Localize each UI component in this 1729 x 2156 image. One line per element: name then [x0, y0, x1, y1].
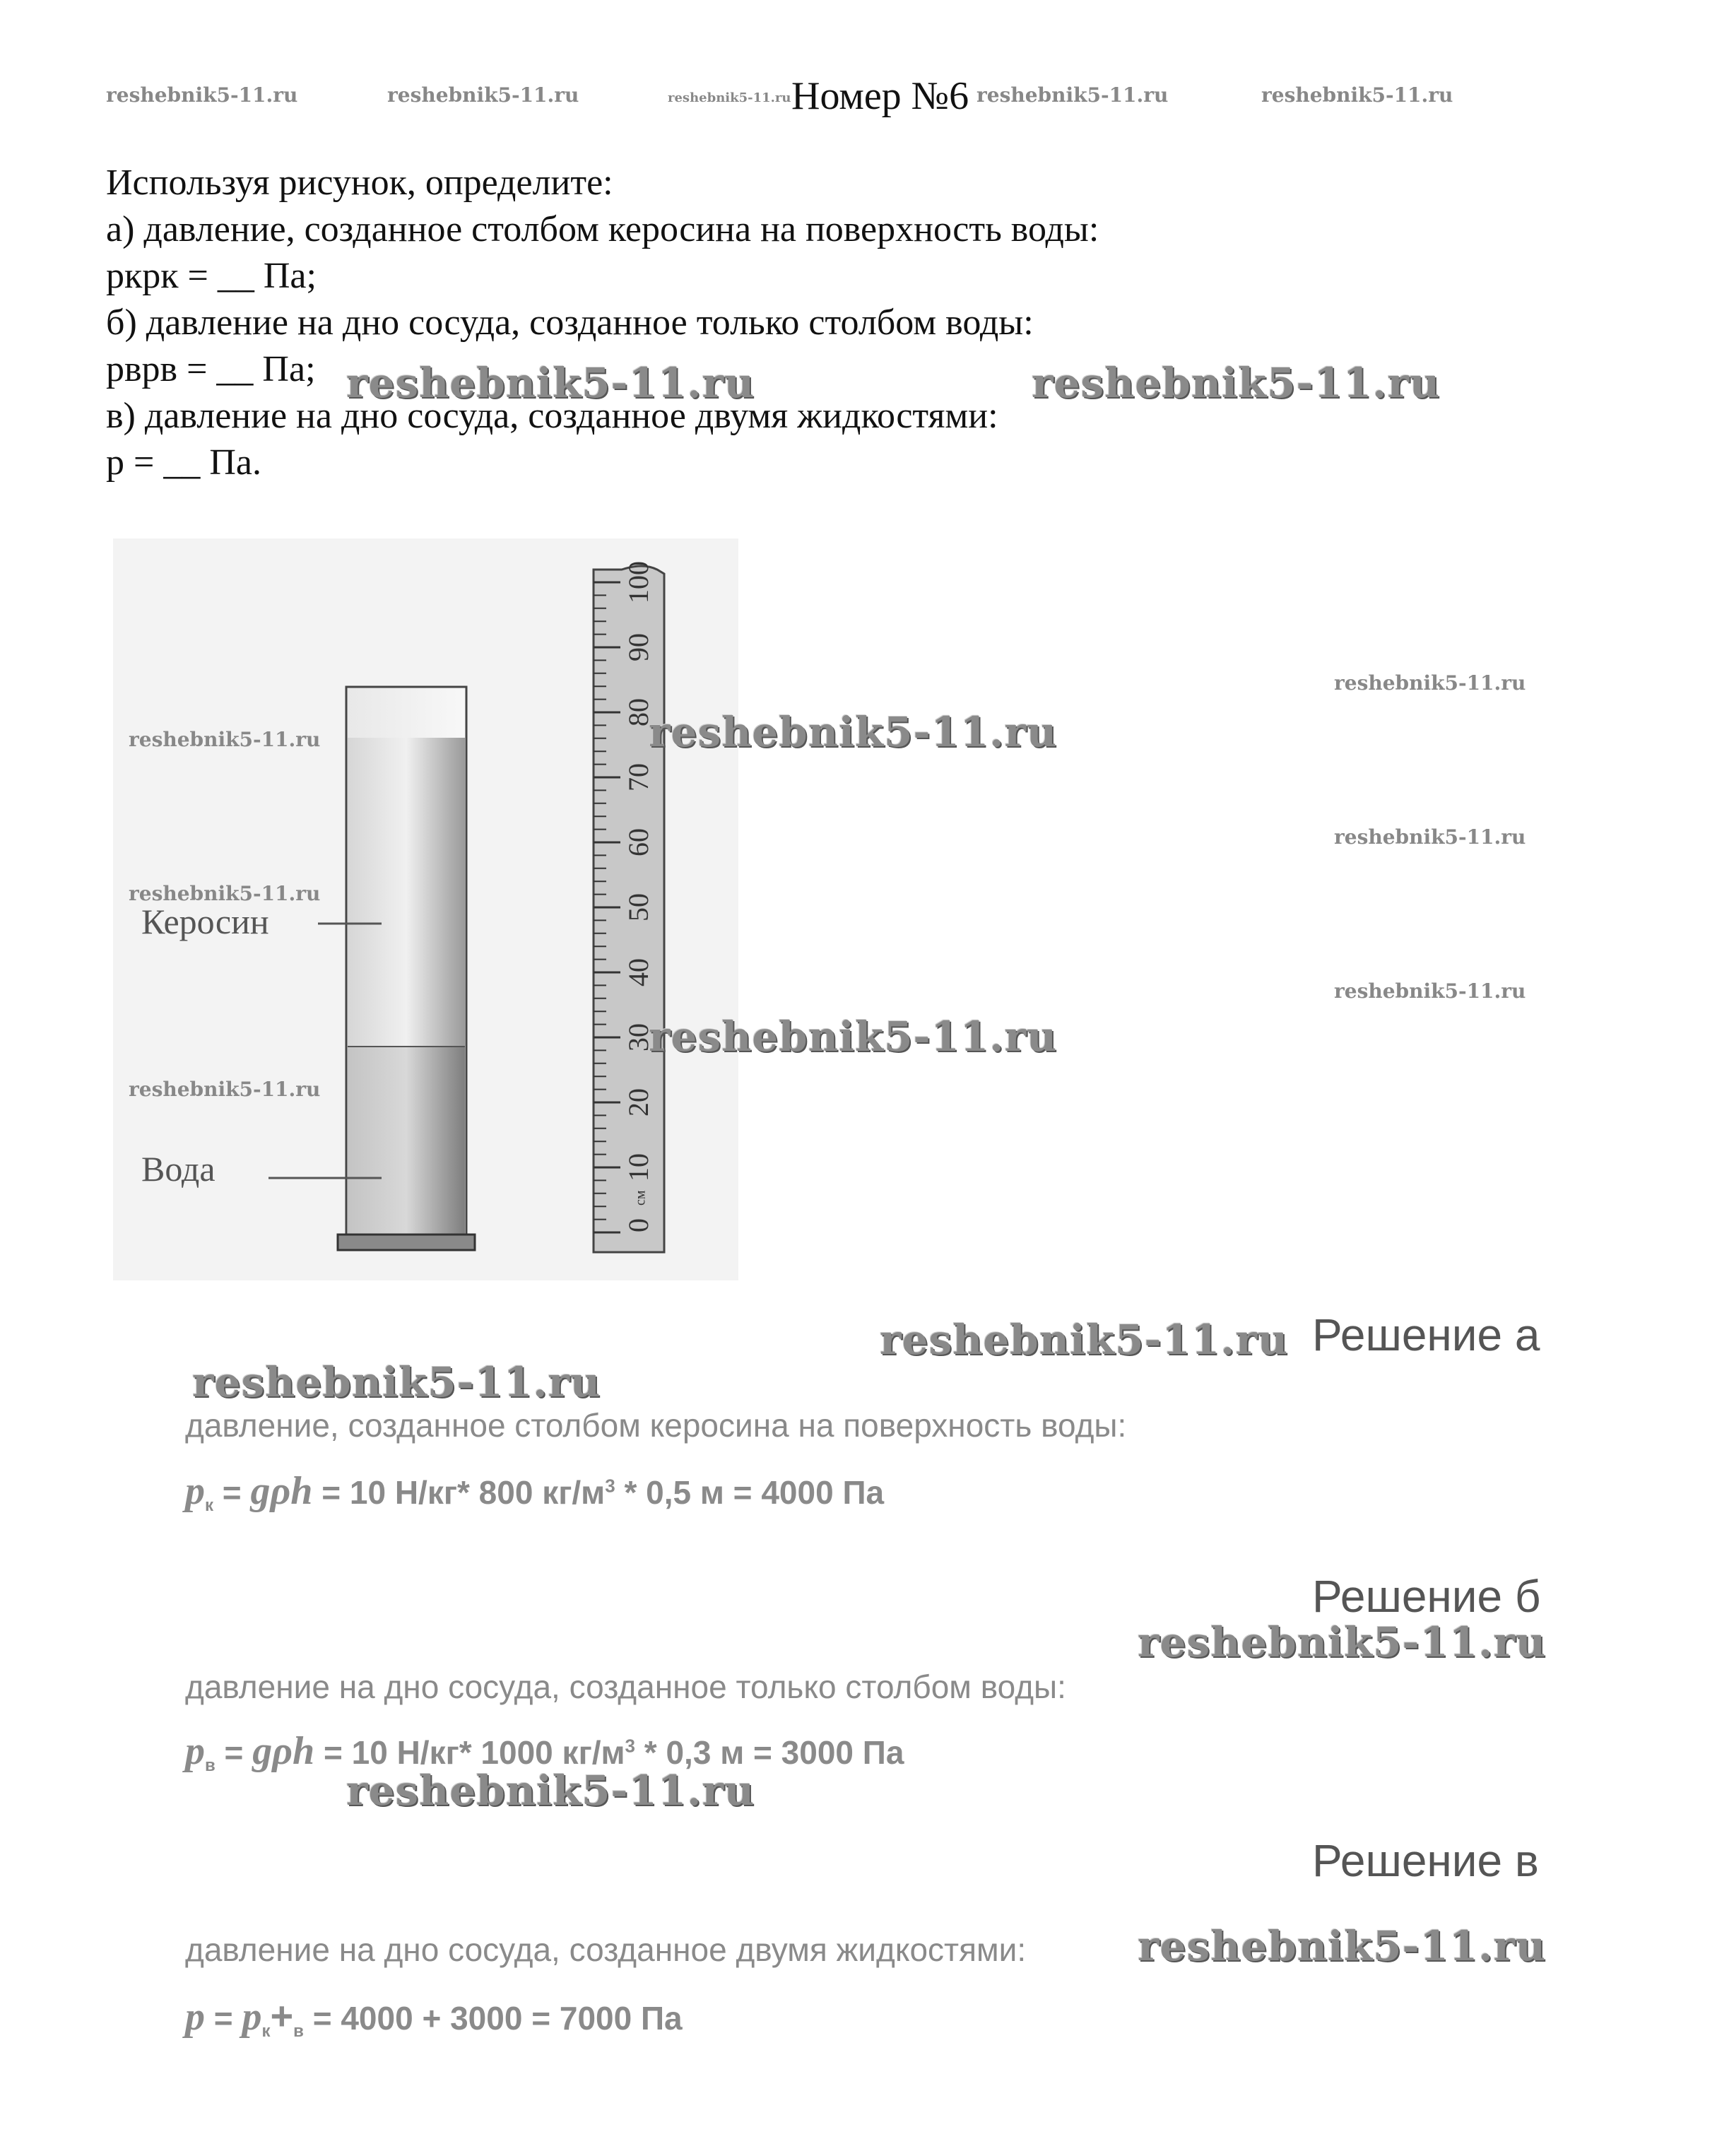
ruler-label: 70: [622, 763, 655, 791]
watermark-large: reshebnik5-11.ru: [649, 708, 1058, 756]
ruler-label: 80: [622, 698, 655, 726]
formula-sub: к: [205, 1496, 214, 1516]
watermark-small: reshebnik5-11.ru: [129, 1078, 321, 1101]
task-block: [106, 160, 1099, 486]
ruler-label: 30: [622, 1023, 655, 1052]
water-label: Вода: [141, 1149, 216, 1189]
task-a: а) давление, созданное столбом керосина на поверхность воды:: [106, 209, 1099, 249]
watermark-small: reshebnik5-11.ru: [1334, 671, 1526, 695]
watermark-large: reshebnik5-11.ru: [1032, 359, 1441, 407]
solution-c-title: Решение в: [1312, 1835, 1539, 1886]
watermark-small: reshebnik5-11.ru: [129, 728, 321, 751]
solution-a-formula: $p_к = g\rho h = 10$ Н/кг* 800 $кг/м^3 * 0,5$ м = 4000 Па: [185, 1469, 885, 1516]
kerosene-column: [348, 738, 465, 1047]
ruler-label: 40: [622, 958, 655, 986]
task-c: в) давление на дно сосуда, созданное двумя жидкостями:: [106, 396, 998, 436]
watermark-large: reshebnik5-11.ru: [880, 1316, 1289, 1364]
watermark-large: reshebnik5-11.ru: [1138, 1922, 1547, 1970]
watermark-large: reshebnik5-11.ru: [649, 1013, 1058, 1061]
formula-gph: gρh: [250, 1469, 313, 1513]
solution-b-text: давление на дно сосуда, созданное только столбом воды:: [185, 1668, 1066, 1705]
solution-a-title: Решение а: [1312, 1309, 1540, 1360]
ruler-unit: см: [632, 1190, 649, 1206]
header-watermark-2: reshebnik5-11.ru: [387, 83, 579, 107]
header-watermark-3: reshebnik5-11.ru: [668, 90, 791, 105]
cylinder-base: [338, 1235, 475, 1250]
watermark-large: reshebnik5-11.ru: [1138, 1618, 1547, 1666]
ruler-label: 0: [622, 1218, 655, 1232]
watermark-large: reshebnik5-11.ru: [346, 359, 755, 407]
task-c-answer: p = __ Па.: [106, 442, 261, 483]
task-b-answer: pвpв = __ Па;: [106, 349, 316, 389]
task-a-answer: pкpк = __ Па;: [106, 256, 317, 296]
header-watermark-5: reshebnik5-11.ru: [1261, 83, 1453, 107]
watermark-small: reshebnik5-11.ru: [1334, 979, 1526, 1003]
ruler-label: 20: [622, 1088, 655, 1117]
task-intro: Используя рисунок, определите:: [106, 163, 613, 203]
solution-b-title: Решение б: [1312, 1571, 1541, 1622]
water-column: [348, 1047, 465, 1245]
page-title: Номер №6: [791, 74, 969, 118]
ruler-label: 10: [622, 1153, 655, 1182]
solution-a-text: давление, созданное столбом керосина на поверхность воды:: [185, 1407, 1127, 1444]
header-watermark-1: reshebnik5-11.ru: [106, 83, 298, 107]
formula-var: p: [185, 1469, 205, 1513]
solution-c-text: давление на дно сосуда, созданное двумя жидкостями:: [185, 1931, 1027, 1968]
kerosene-label: Керосин: [141, 902, 269, 941]
header-watermark-4: reshebnik5-11.ru: [976, 83, 1169, 107]
solution-b-formula: $p_в = g\rho h = 10$ Н/кг* 1000 $кг/м^3 * 0,3$ м = 3000 Па: [185, 1729, 904, 1776]
watermark-small: reshebnik5-11.ru: [1334, 825, 1526, 849]
ruler-label: 50: [622, 893, 655, 921]
solution-c-formula: $p = p_к+_в = 4000 + 3000 = 7000$ Па: [185, 1993, 683, 2042]
ruler-label: 90: [622, 633, 655, 661]
watermark-large: reshebnik5-11.ru: [346, 1767, 755, 1815]
watermark-large: reshebnik5-11.ru: [192, 1358, 601, 1406]
ruler-label: 60: [622, 828, 655, 856]
task-b: б) давление на дно сосуда, созданное только столбом воды:: [106, 302, 1034, 343]
ruler-label: 100: [622, 561, 655, 603]
watermark-small: reshebnik5-11.ru: [129, 882, 321, 905]
